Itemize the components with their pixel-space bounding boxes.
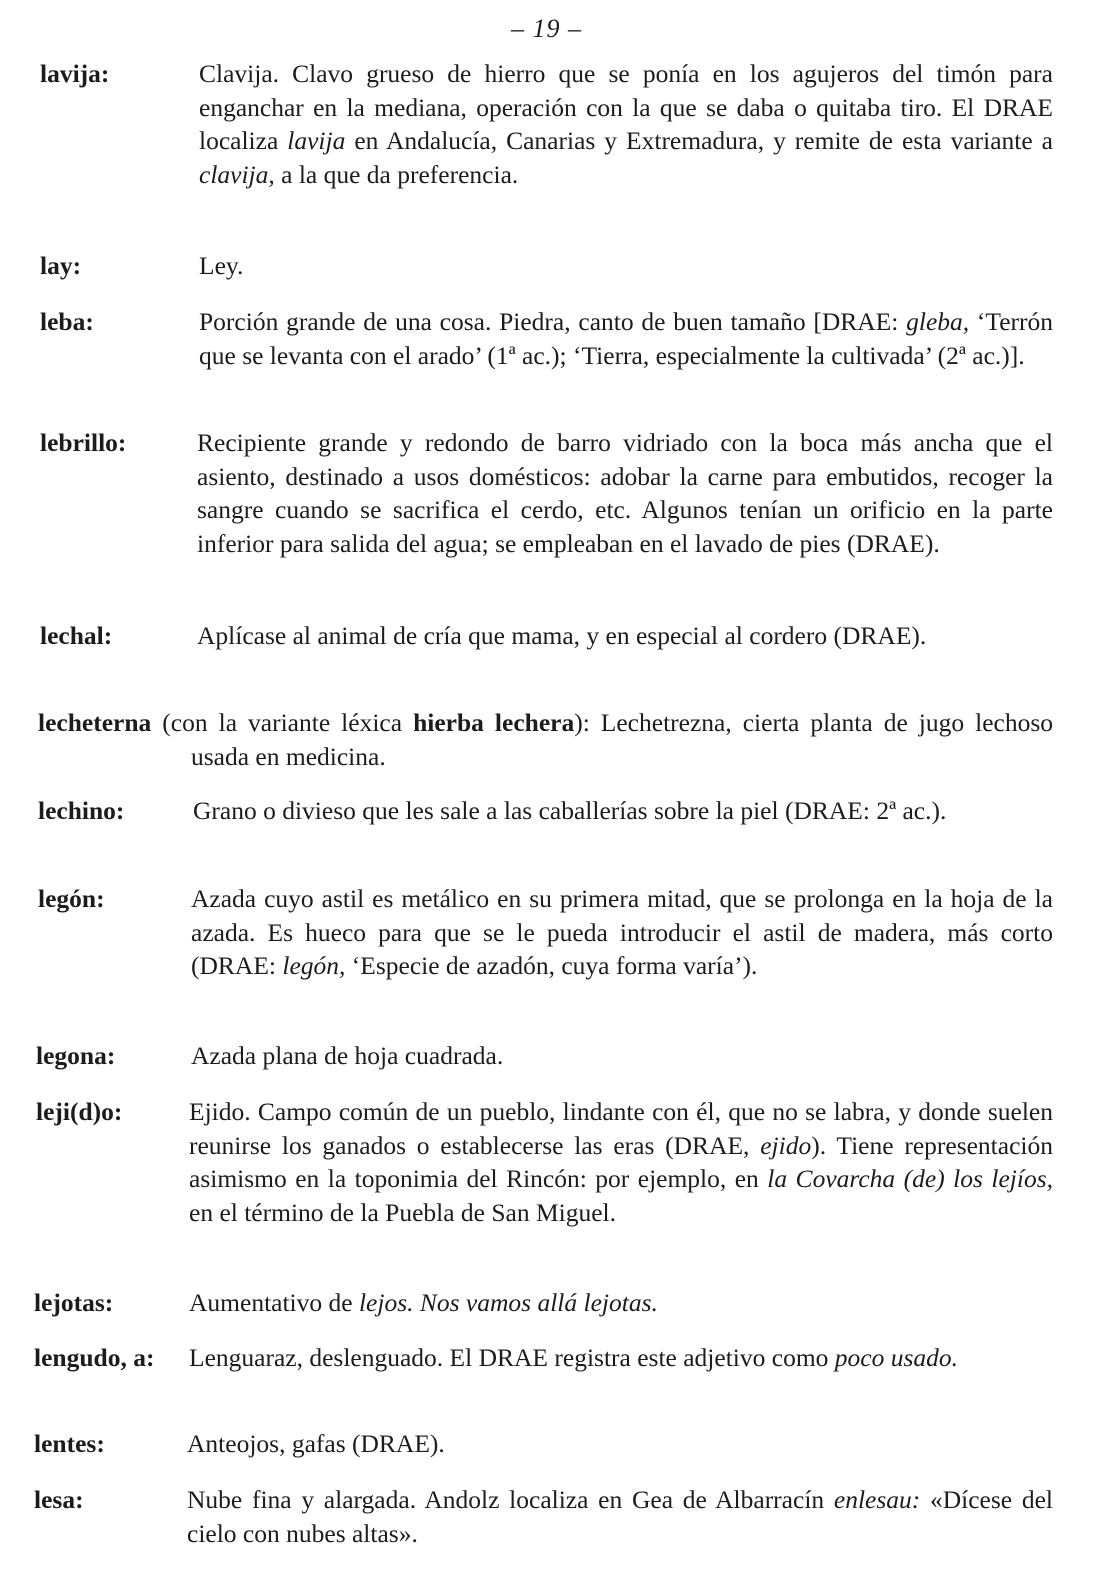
entry-definition: Ley.	[199, 251, 244, 280]
entry-definition: Porción grande de una cosa. Piedra, canto de buen tamaño [DRAE: gleba, ‘Terrón que se levanta con el arado’ (1ª ac.); ‘Tierra, especialmente la cultivada’ (2ª ac.)].	[199, 307, 1053, 370]
entry-definition: Lenguaraz, deslenguado. El DRAE registra este adjetivo como poco usado.	[189, 1343, 959, 1372]
entry-term: lesa:	[34, 1485, 84, 1514]
entry-definition: Ejido. Campo común de un pueblo, lindante con él, que no se labra, y donde suelen reunirse los ganados o establecerse las eras (DRAE, ejido). Tiene representación asimismo en la toponimia del Rincón: por ejemplo, en la Covarcha (de) los lejíos, en el término de la Puebla de San Miguel.	[189, 1097, 1053, 1227]
entry-term: leba:	[40, 307, 94, 336]
entry-definition: Anteojos, gafas (DRAE).	[187, 1429, 445, 1458]
entry-definition: Nube fina y alargada. Andolz localiza en Gea de Albarracín enlesau: «Dícese del cielo con nubes altas».	[187, 1485, 1053, 1548]
entry-term: lejotas:	[34, 1288, 114, 1317]
entry-term: leji(d)o:	[36, 1097, 123, 1126]
entry-definition: Clavija. Clavo grueso de hierro que se ponía en los agujeros del timón para enganchar en la mediana, operación con la que se daba o quitaba tiro. El DRAE localiza lavija en Andalucía, Canarias y Extremadura, y remite de esta variante a clavija, a la que da preferencia.	[199, 59, 1054, 189]
page-number: – 19 –	[511, 14, 582, 43]
entry-definition: Azada plana de hoja cuadrada.	[191, 1041, 504, 1070]
entry-definition: Recipiente grande y redondo de barro vidriado con la boca más ancha que el asiento, destinado a usos domésticos: adobar la carne para embutidos, recoger la sangre cuando se sacrifica el cerdo, etc. Algunos tenían un orificio en la parte inferior para salida del agua; se empleaban en el lavado de pies (DRAE).	[197, 428, 1053, 558]
entry-term: lechal:	[40, 621, 113, 650]
entry-term: lay:	[40, 251, 82, 280]
entry-term: lengudo, a:	[34, 1343, 155, 1372]
entry-definition: Azada cuyo astil es metálico en su primera mitad, que se prolonga en la hoja de la azada. Es hueco para que se le pueda introducir el astil de madera, más corto (DRAE: legón, ‘Especie de azadón, cuya forma varía’).	[191, 884, 1053, 981]
entry-definition: Aumentativo de lejos. Nos vamos allá lejotas.	[189, 1288, 658, 1317]
entry-definition: lecheterna (con la variante léxica hierba lechera): Lechetrezna, cierta planta de jugo lechoso usada en medicina.	[38, 708, 1054, 771]
entry-term: lebrillo:	[40, 428, 127, 457]
entry-term: legona:	[36, 1041, 116, 1070]
entry-term: lechino:	[38, 796, 125, 825]
entry-term: lentes:	[34, 1429, 105, 1458]
entry-term: lecheterna	[38, 708, 152, 737]
entry-definition: Grano o divieso que les sale a las caballerías sobre la piel (DRAE: 2ª ac.).	[193, 796, 947, 825]
entry-term: legón:	[38, 884, 105, 913]
entry-definition: Aplícase al animal de cría que mama, y en especial al cordero (DRAE).	[197, 621, 927, 650]
entry-term: lavija:	[40, 59, 110, 88]
